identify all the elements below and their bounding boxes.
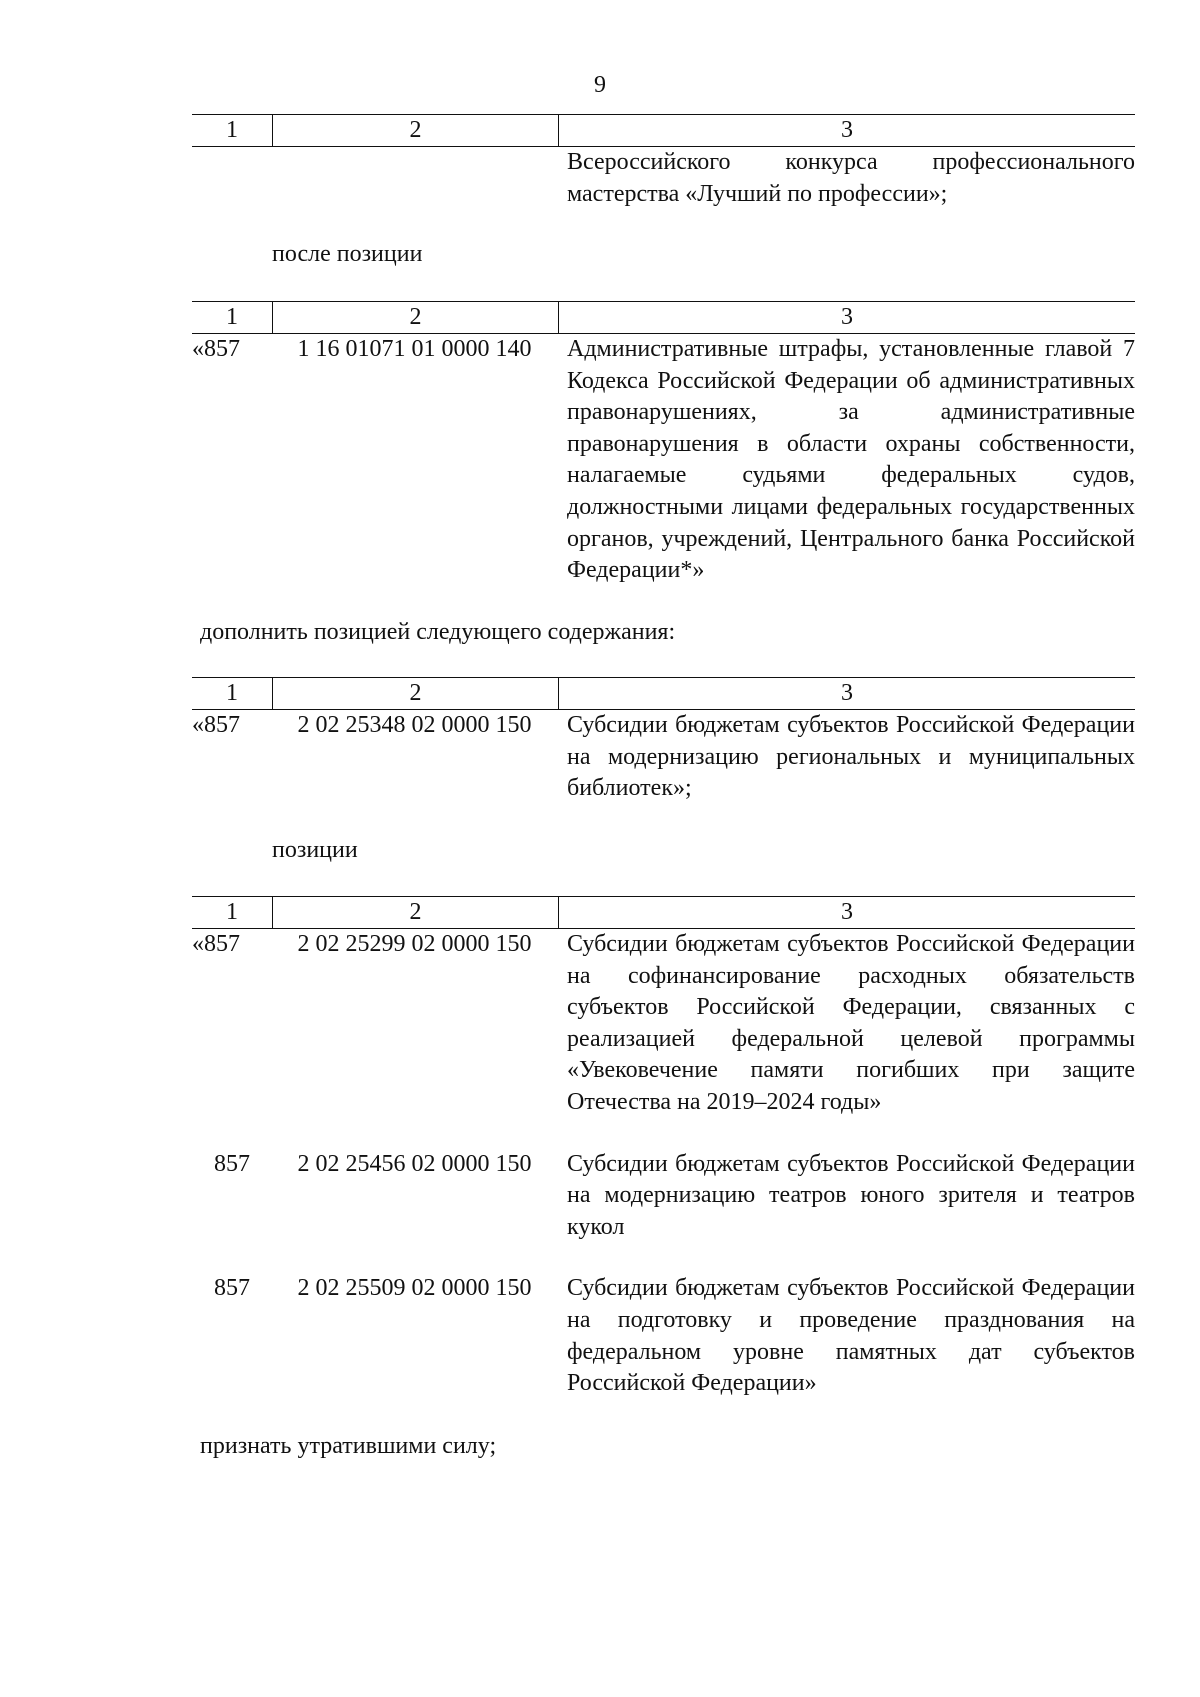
row-budget-code: 2 02 25456 02 0000 150 <box>297 1150 532 1177</box>
row-budget-code: 1 16 01071 01 0000 140 <box>297 336 532 362</box>
row-description: Всероссийского конкурса профессионального мастерства «Лучший по профессии»; <box>567 149 1135 207</box>
table-header <box>192 677 1135 710</box>
table-row <box>192 147 1135 210</box>
row-admin-code: 857 <box>214 1150 250 1177</box>
table-block-2 <box>192 301 1135 587</box>
row-budget-code <box>272 147 557 210</box>
header-col-3: 3 <box>841 680 853 706</box>
row-description: Административные штрафы, установленные главой 7 Кодекса Российской Федерации об административных правонарушениях, за административные правонарушения в области охраны собственности, налагаемые судьями федеральных судов, должностными лицами федеральных государственных органов, учреждений, Центрального банка Российской Федерации*» <box>567 336 1135 584</box>
table-row <box>192 1149 1135 1244</box>
paragraph-repeal: признать утратившими силу; <box>200 1433 497 1459</box>
header-col-2: 2 <box>273 302 559 333</box>
row-admin-code <box>192 147 272 210</box>
header-col-1: 1 <box>192 678 273 709</box>
table-header <box>192 896 1135 929</box>
table-row <box>192 710 1135 805</box>
row-budget-code: 2 02 25509 02 0000 150 <box>297 1275 532 1302</box>
table-header <box>192 301 1135 334</box>
header-col-1: 1 <box>192 115 273 146</box>
header-col-3: 3 <box>841 899 853 925</box>
table-row <box>192 1273 1135 1399</box>
row-admin-code: «857 <box>192 712 240 738</box>
header-col-1: 1 <box>192 302 273 333</box>
paragraph-after-position: после позиции <box>272 241 423 267</box>
table-block-4 <box>192 896 1135 1400</box>
header-col-2: 2 <box>273 115 559 146</box>
row-description: Субсидии бюджетам субъектов Российской Федерации на модернизацию театров юного зрителя и театров кукол <box>567 1150 1135 1240</box>
row-admin-code: «857 <box>192 931 240 957</box>
page-number: 9 <box>594 72 606 98</box>
row-description: Субсидии бюджетам субъектов Российской Федерации на подготовку и проведение празднования на федеральном уровне памятных дат субъектов Российской Федерации» <box>567 1275 1135 1397</box>
header-col-3: 3 <box>841 304 853 330</box>
header-col-2: 2 <box>273 897 559 928</box>
row-budget-code: 2 02 25299 02 0000 150 <box>297 931 532 957</box>
table-row <box>192 929 1135 1119</box>
header-col-2: 2 <box>273 678 559 709</box>
row-description: Субсидии бюджетам субъектов Российской Федерации на софинансирование расходных обязательств субъектов Российской Федерации, связанных с реализацией федеральной целевой программы «Увековечение памяти погибших при защите Отечества на 2019–2024 годы» <box>567 931 1135 1115</box>
row-budget-code: 2 02 25348 02 0000 150 <box>297 712 532 738</box>
paragraph-add-position: дополнить позицией следующего содержания: <box>200 619 676 645</box>
table-block-1 <box>192 114 1135 210</box>
table-row <box>192 334 1135 587</box>
header-col-1: 1 <box>192 897 273 928</box>
row-admin-code: 857 <box>214 1275 250 1302</box>
row-admin-code: «857 <box>192 336 240 362</box>
table-block-3 <box>192 677 1135 805</box>
paragraph-positions: позиции <box>272 837 358 863</box>
table-header <box>192 114 1135 147</box>
row-description: Субсидии бюджетам субъектов Российской Федерации на модернизацию региональных и муниципальных библиотек»; <box>567 712 1135 802</box>
header-col-3: 3 <box>841 117 853 143</box>
